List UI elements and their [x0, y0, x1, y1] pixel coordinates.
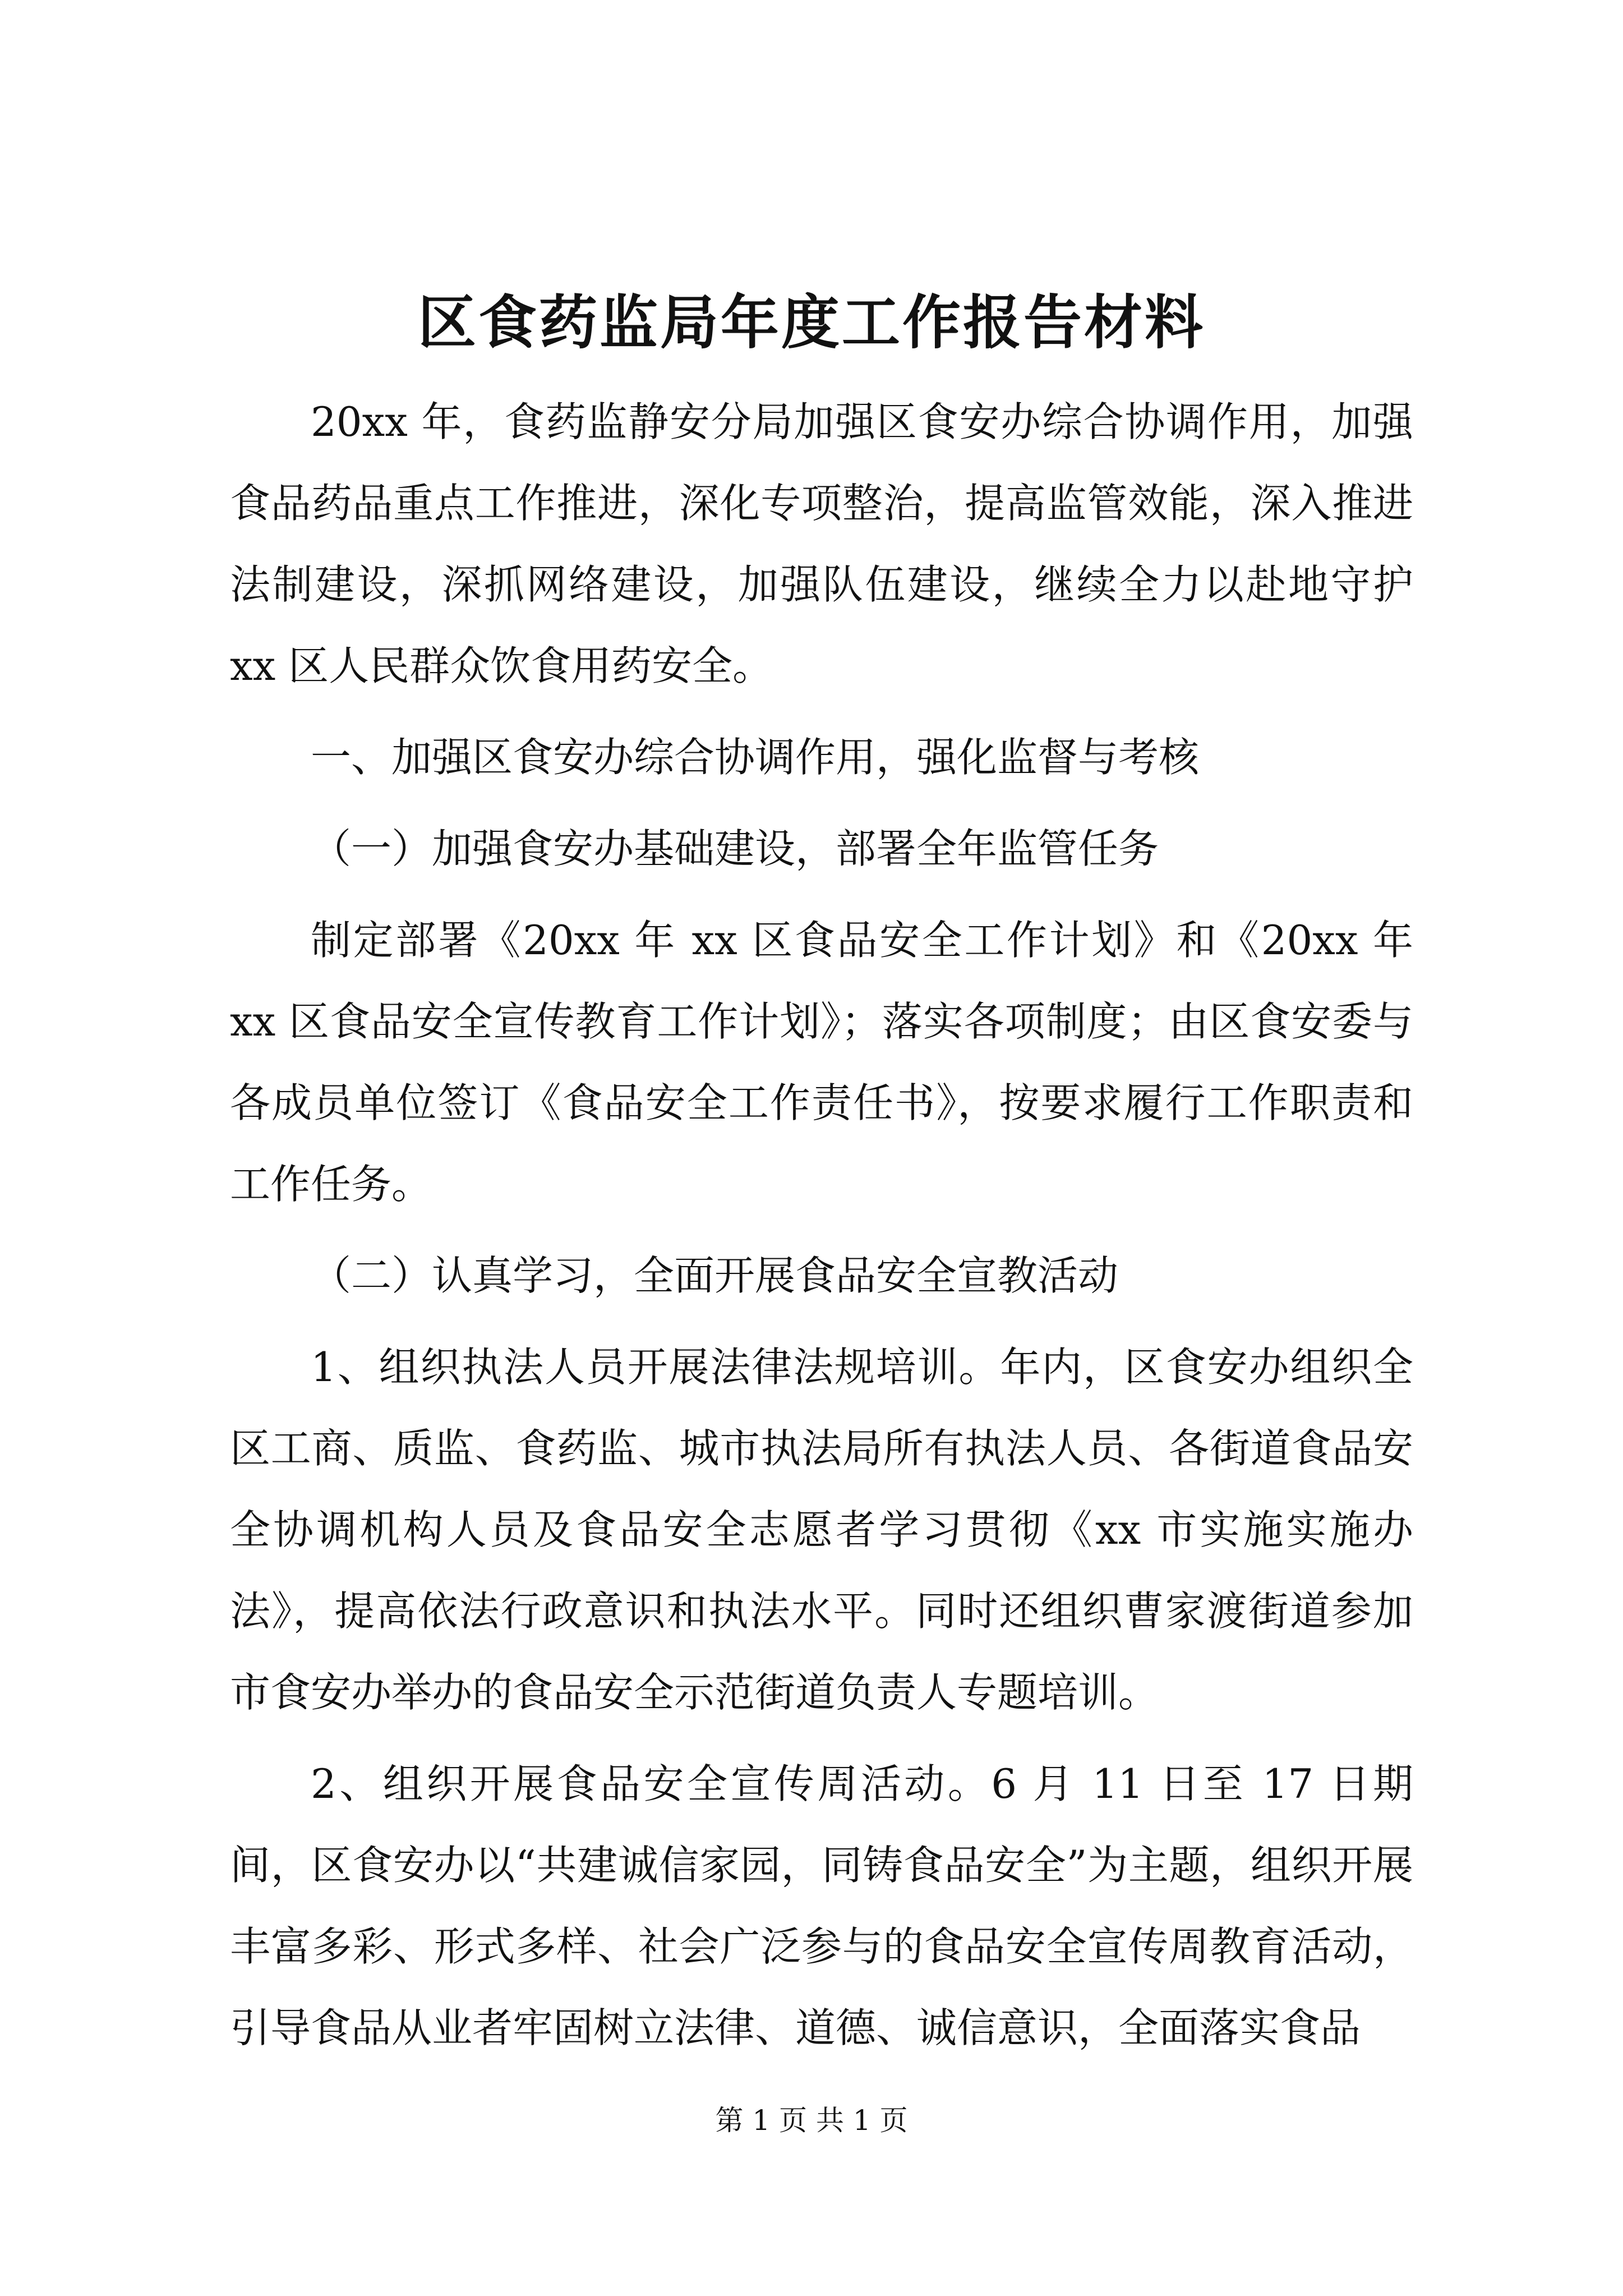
paragraph-plans: 制定部署《20xx 年 xx 区食品安全工作计划》和《20xx 年 xx 区食品安全宣传教育工作计划》；落实各项制度；由区食安委与各成员单位签订《食品安全工作责任书》，按要求履行工作职责和工作任务。 — [230, 917, 1413, 1208]
paragraph-training: 1、组织执法人员开展法律法规培训。年内，区食安办组织全区工商、质监、食药监、城市执法局所有执法人员、各街道食品安全协调机构人员及食品安全志愿者学习贯彻《xx 市实施实施办法》，提高依法行政意识和执法水平。同时还组织曹家渡街道参加市食安办举办的食品安全示范街道负责人专题培训。 — [230, 1343, 1413, 1716]
paragraph-intro: 20xx 年，食药监静安分局加强区食安办综合协调作用，加强食品药品重点工作推进，深化专项整治，提高监管效能，深入推进法制建设，深抓网络建设，加强队伍建设，继续全力以赴地守护 xx 区人民群众饮食用药安全。 — [230, 398, 1413, 689]
page-footer: 第 1 页 共 1 页 — [715, 2104, 908, 2137]
heading-subsection-1: （一）加强食安办基础建设，部署全年监管任务 — [311, 825, 1159, 872]
heading-section-1: 一、加强区食安办综合协调作用，强化监督与考核 — [311, 734, 1200, 781]
document-title: 区食药监局年度工作报告材料 — [417, 288, 1205, 357]
document-body — [230, 381, 1413, 2079]
heading-subsection-2: （二）认真学习，全面开展食品安全宣教活动 — [311, 1252, 1119, 1299]
paragraph-publicity-week: 2、组织开展食品安全宣传周活动。6 月 11 日至 17 日期间，区食安办以“共建诚信家园，同铸食品安全”为主题，组织开展丰富多彩、形式多样、社会广泛参与的食品安全宣传周教育活动，引导食品从业者牢固树立法律、道德、诚信意识，全面落实食品 — [230, 1760, 1413, 2051]
